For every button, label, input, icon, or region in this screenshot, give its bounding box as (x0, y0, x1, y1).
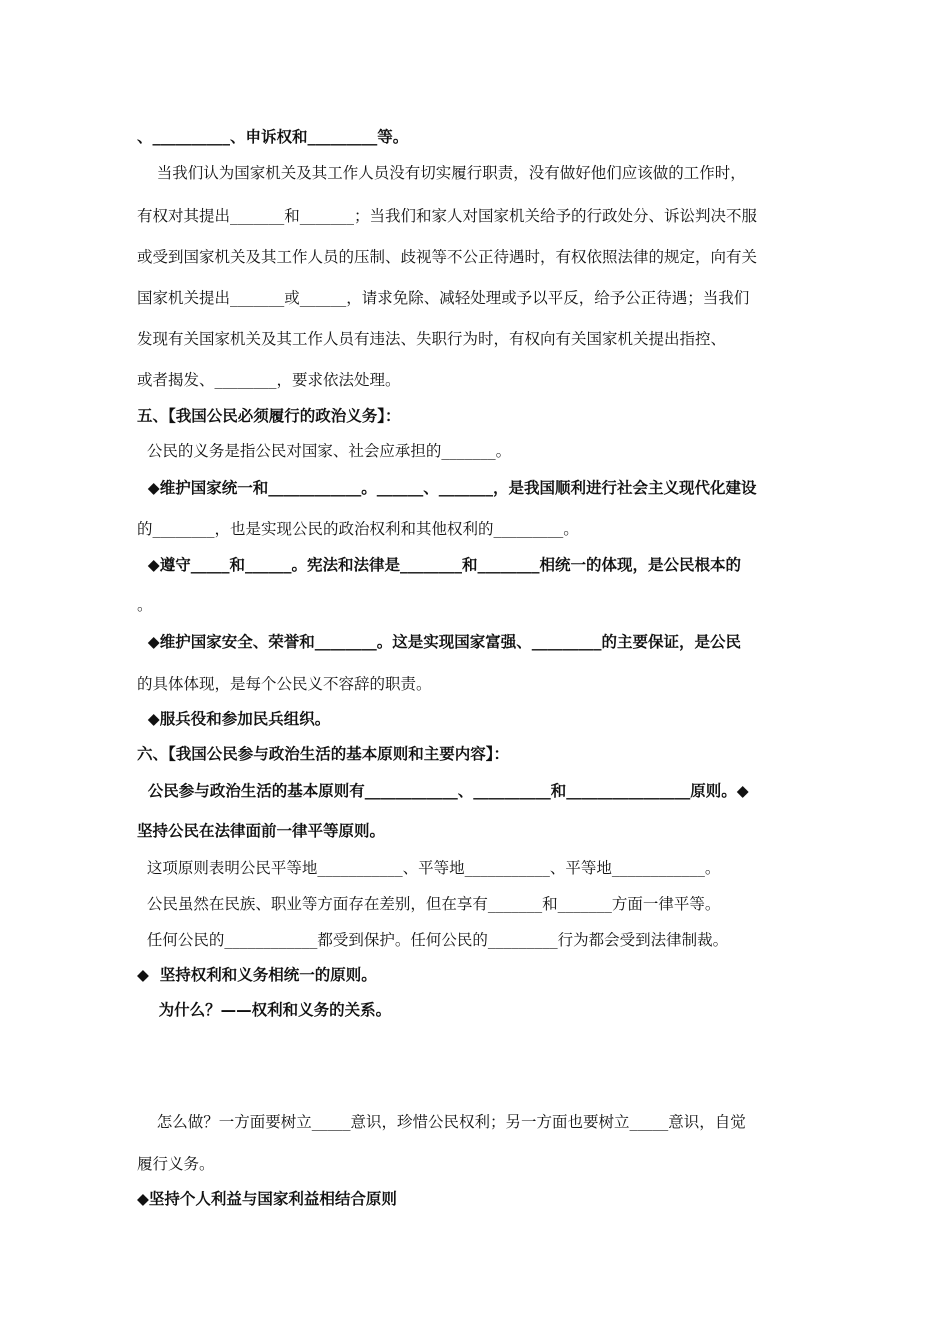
text-line-7: 或者揭发、________，要求依法处理。 (137, 371, 401, 389)
text-line-13: 。 (137, 596, 153, 614)
text-line-6: 发现有关国家机关及其工作人员有违法、失职行为时，有权向有关国家机关提出指控、 (137, 330, 727, 348)
text-line-2: 当我们认为国家机关及其工作人员没有切实履行职责，没有做好他们应该做的工作时， (137, 164, 746, 182)
text-line-11: 的________，也是实现公民的政治权利和其他权利的_________。 (137, 520, 579, 538)
section-heading-5: 五、【我国公民必须履行的政治义务】： (137, 407, 401, 425)
text-line-21: 公民虽然在民族、职业等方面存在差别，但在享有_______和_______方面一律平等。 (137, 895, 721, 913)
text-line-5: 国家机关提出_______或______，请求免除、减轻处理或予以平反，给予公正待遇；当我们 (137, 289, 750, 307)
bullet-line-obey-law: ◆遵守_____和______。宪法和法律是________和________相统一的体现，是公民根本的 (137, 556, 741, 574)
bullet-line-military-service: ◆服兵役和参加民兵组织。 (137, 710, 331, 728)
principle-equality: 坚持公民在法律面前一律平等原则。 (137, 822, 386, 840)
bullet-line-national-security: ◆维护国家安全、荣誉和________。这是实现国家富强、_________的主要保证，是公民 (137, 633, 741, 651)
question-why: 为什么？——权利和义务的关系。 (137, 1001, 392, 1019)
section-heading-6: 六、【我国公民参与政治生活的基本原则和主要内容】： (137, 745, 510, 763)
principle-rights-duties: ◆ 坚持权利和义务相统一的原则。 (137, 966, 377, 984)
text-line-3: 有权对其提出_______和_______；当我们和家人对国家机关给予的行政处分、诉讼判决不服 (137, 207, 758, 225)
text-line-25: 怎么做？一方面要树立_____意识，珍惜公民权利；另一方面也要树立_____意识，自觉 (137, 1113, 746, 1131)
principle-individual-national: ◆坚持个人利益与国家利益相结合原则 (137, 1190, 397, 1208)
text-line-22: 任何公民的____________都受到保护。任何公民的_________行为都会受到法律制裁。 (137, 931, 729, 949)
text-line-26: 履行义务。 (137, 1155, 215, 1173)
text-line-4: 或受到国家机关及其工作人员的压制、歧视等不公正待遇时，有权依照法律的规定，向有关 (137, 248, 758, 266)
bullet-line-national-unity: ◆维护国家统一和____________。______、_______，是我国顺利进行社会主义现代化建设 (137, 479, 757, 497)
text-line-9: 公民的义务是指公民对国家、社会应承担的_______。 (137, 442, 512, 460)
text-line-1: 、__________、申诉权和_________等。 (137, 128, 409, 146)
text-line-18: 公民参与政治生活的基本原则有____________、__________和________________原则。◆ (137, 782, 749, 800)
text-line-20: 这项原则表明公民平等地___________、平等地___________、平等地____________。 (137, 859, 721, 877)
text-line-15: 的具体体现，是每个公民义不容辞的职责。 (137, 675, 432, 693)
